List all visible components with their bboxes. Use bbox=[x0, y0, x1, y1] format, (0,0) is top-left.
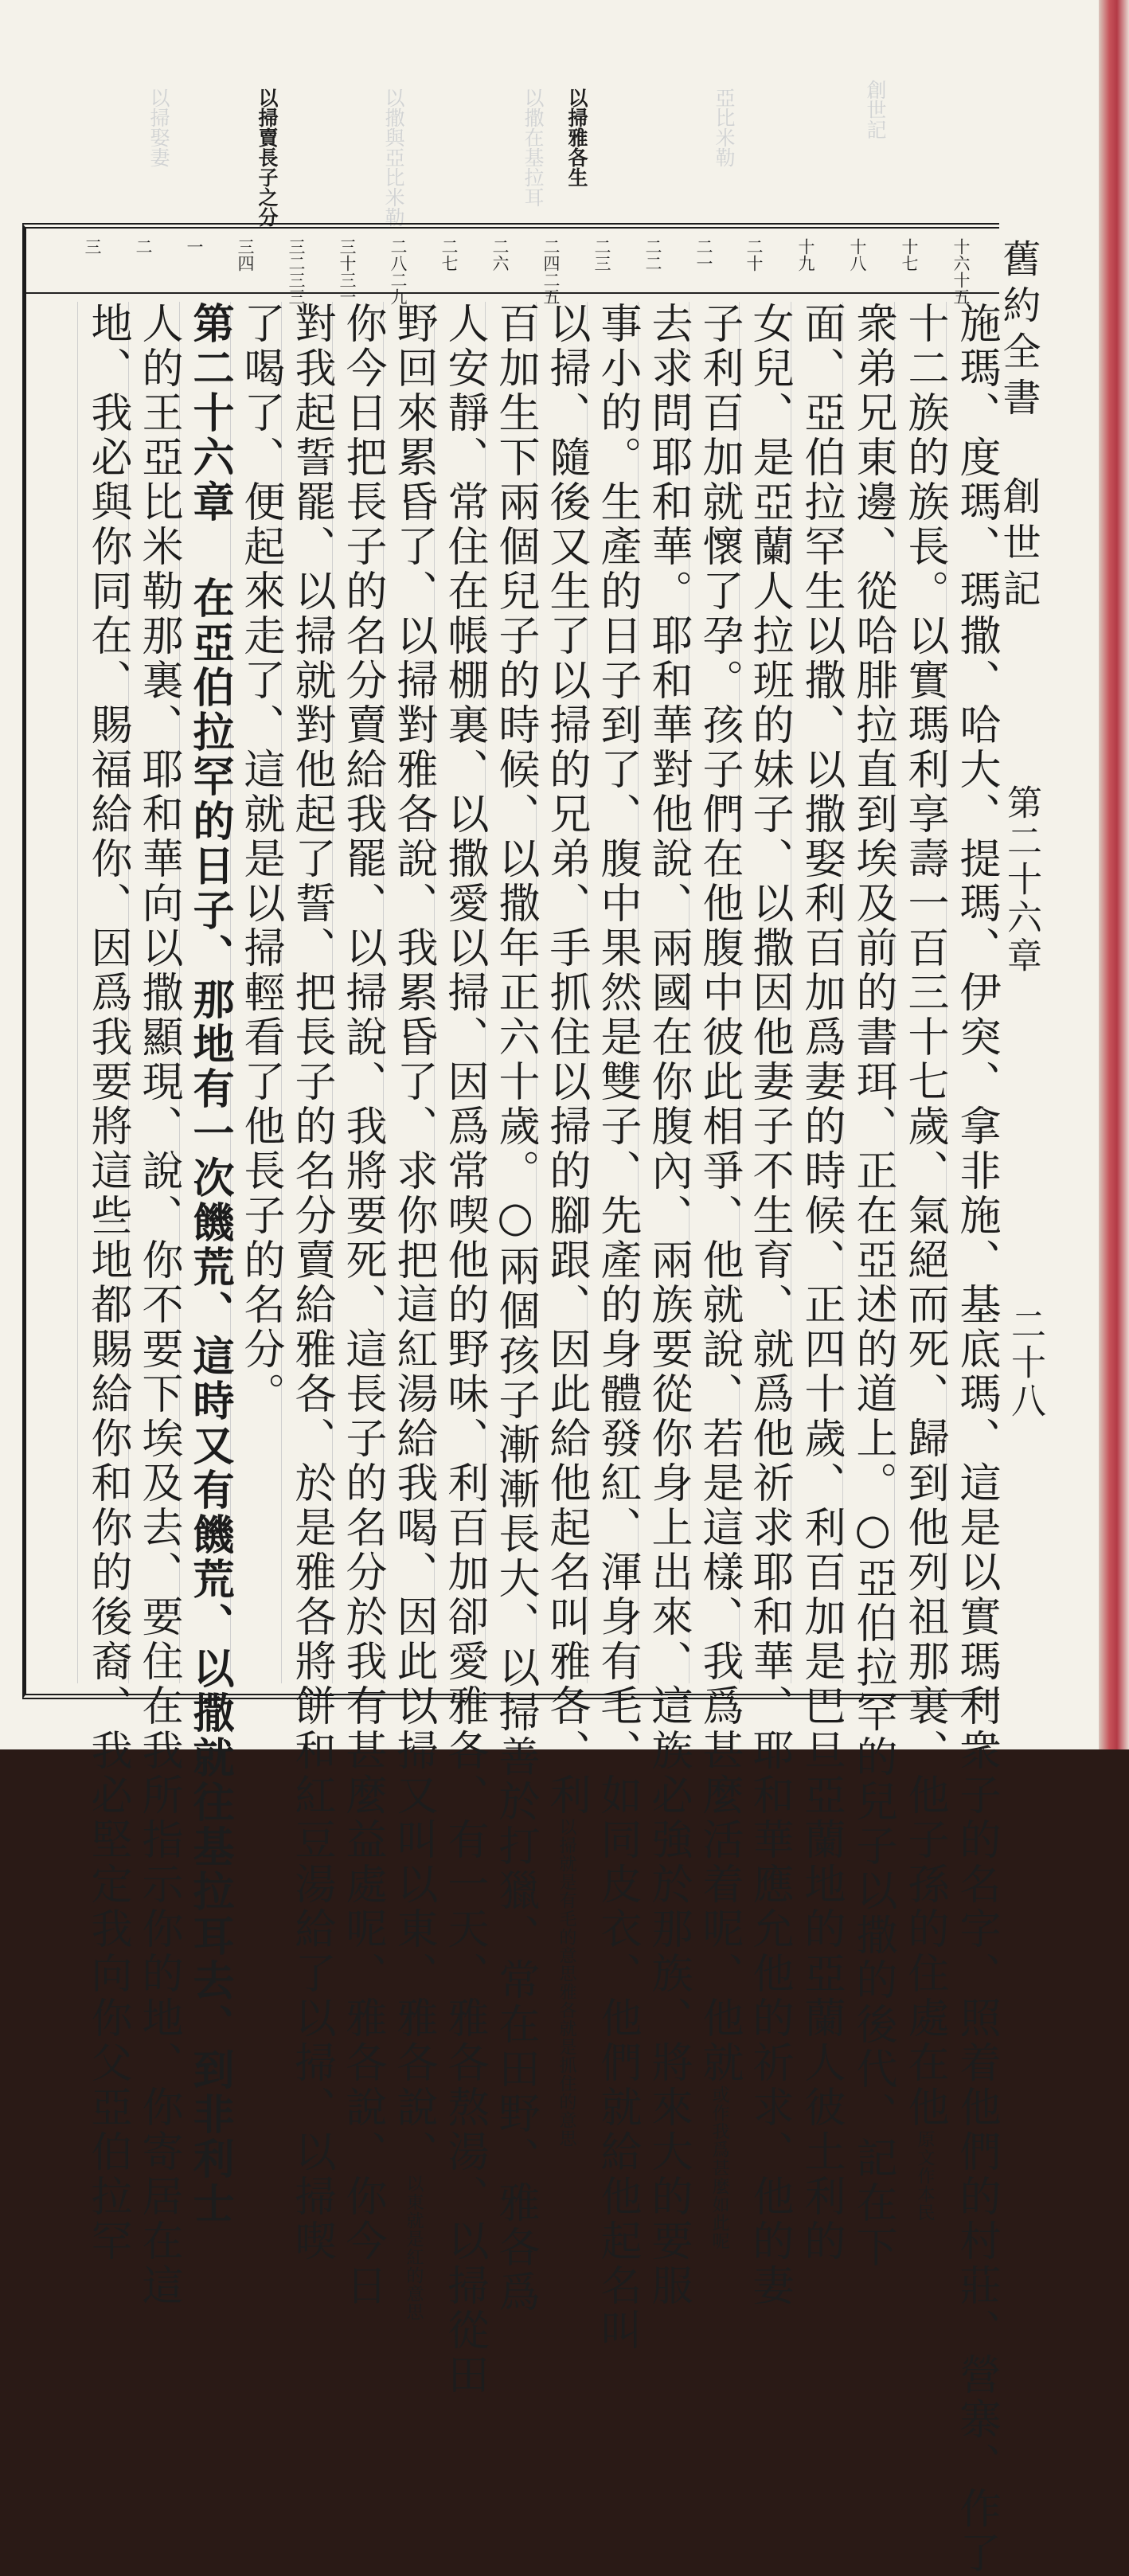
column-text: 事小的。生產的日子到了、腹中果然是雙子、先產的身體發紅、渾身有毛、如同皮衣、他們就給他起名叫 bbox=[593, 302, 641, 2353]
column-text: 以掃、隨後又生了以掃的兄弟、手抓住以掃的腳跟、因此給他起名叫雅各、利 bbox=[542, 302, 590, 1818]
page-edge-red bbox=[1099, 0, 1129, 1749]
inline-note: 雅各就是抓住的意思 bbox=[557, 1983, 576, 2148]
inline-note: 以東就是紅的意思 bbox=[404, 2175, 424, 2321]
text-column bbox=[128, 302, 188, 2308]
page-number: 二十八 bbox=[1005, 1306, 1045, 1421]
verse-label: 一 bbox=[185, 238, 204, 255]
verse-label: 二三 bbox=[592, 238, 611, 272]
text-column bbox=[689, 302, 748, 2250]
column-text: 子利百加就懷了孕。孩子們在他腹中彼此相爭、他就說、若是這樣、我爲甚麼活着呢、他就 bbox=[695, 302, 743, 2085]
verse-label: 二二 bbox=[643, 238, 662, 272]
inline-note: 或作我爲甚麼如此呢 bbox=[709, 2085, 729, 2250]
column-text: 人的王亞比米勒那裏、耶和華向以撒顯現、說、你不要下埃及去、要住在我所指示你的地、你寄居在這 bbox=[135, 302, 182, 2308]
text-column bbox=[332, 302, 392, 2308]
column-text: 人安靜、常住在帳棚裏、以撒愛以掃、因爲常喫他的野味、利百加卻愛雅各、有一天、雅各熬湯、以掃從田 bbox=[440, 302, 488, 2398]
text-column bbox=[230, 302, 290, 1683]
bleed-through-text: 亞比米勒 bbox=[713, 88, 736, 167]
margin-note-birth-esau-jacob: 以掃雅各生 bbox=[565, 88, 588, 187]
text-column-chapter-start bbox=[179, 302, 239, 2226]
verse-label: 二十 bbox=[744, 238, 764, 272]
verse-label: 十九 bbox=[796, 238, 815, 272]
verse-label: 二 bbox=[134, 238, 153, 255]
text-frame bbox=[22, 223, 1000, 2576]
column-text: 施瑪、度瑪、瑪撒、哈大、提瑪、伊突、拿非施、基底瑪、這是以實瑪利衆子的名字、照着他們的村莊、營寨、作了 bbox=[952, 302, 1000, 2576]
inline-note: 原文作本民 bbox=[915, 2130, 935, 2222]
column-text: 女兒、是亞蘭人拉班的妹子、以撒因他妻子不生育、就爲他祈求耶和華、耶和華應允他的祈求、他的妻 bbox=[745, 302, 793, 2308]
verse-label: 二一 bbox=[694, 238, 713, 272]
text-column bbox=[587, 302, 647, 2353]
verse-label: 三二三三 bbox=[287, 238, 306, 305]
text-column bbox=[536, 302, 596, 2148]
bleed-through-text: 以撒在基拉耳 bbox=[522, 88, 545, 207]
text-column bbox=[638, 302, 697, 2308]
verse-label: 二七 bbox=[439, 238, 459, 272]
column-text: 去求問耶和華。耶和華對他說、兩國在你腹內、兩族要從你身上出來、這族必強於那族、將來大的要服 bbox=[644, 302, 692, 2308]
margin-note-sell-birthright: 以掃賣長子之分 bbox=[256, 88, 279, 227]
text-column bbox=[383, 302, 443, 2321]
verse-label: 三十三一 bbox=[338, 238, 357, 305]
verse-label: 三四 bbox=[236, 238, 255, 272]
verse-label: 二四二五 bbox=[541, 238, 561, 305]
verse-label: 三 bbox=[83, 238, 102, 255]
column-text: 對我起誓罷、以掃就對他起了誓、把長子的名分賣給雅各、於是雅各將餅和紅豆湯給了以掃、以掃喫 bbox=[287, 302, 335, 2264]
bleed-through-text: 創世記 bbox=[864, 80, 887, 139]
column-text: 百加生下兩個兒子的時候、以撒年正六十歲。○兩個孩子漸漸長大、以掃善於打獵、常在田野、雅各爲 bbox=[491, 302, 539, 2315]
running-header-book: 舊約全書 創世記 bbox=[996, 239, 1041, 615]
inline-note: 以掃就是有毛的意思 bbox=[557, 1818, 576, 1983]
verse-number-band bbox=[26, 229, 999, 305]
column-text: 衆弟兄東邊、從哈腓拉直到埃及前的書珥、正在亞述的道上。○亞伯拉罕的兒子以撒的後代、記在下 bbox=[849, 302, 897, 2270]
bleed-through-text: 以撒與亞比米勒 bbox=[382, 88, 405, 227]
column-text: 你今日把長子的名分賣給我罷、以掃說、我將要死、這長子的名分於我有甚麼益處呢、雅各說、你今日 bbox=[338, 302, 386, 2308]
text-column bbox=[434, 302, 494, 2398]
column-text: 地、我必與你同在、賜福給你、因爲我要將這些地都賜給你和你的後裔、我必堅定我向你父亞伯拉罕 bbox=[84, 302, 131, 2264]
bleed-through-text: 以掃娶妻 bbox=[147, 88, 170, 167]
text-column bbox=[791, 302, 850, 2264]
column-text: 第二十六章 在亞伯拉罕的日子、那地有一次饑荒、這時又有饑荒、以撒就往基拉耳去、到非利士 bbox=[186, 302, 234, 2226]
running-header-chapter: 第二十六章 bbox=[1001, 784, 1041, 975]
verse-label: 十八 bbox=[848, 238, 867, 272]
column-text: 十二族的族長。以實瑪利享壽一百三十七歲、氣絕而死、歸到他列祖那裏、他子孫的住處在他 bbox=[900, 302, 948, 2130]
column-text: 野回來累昏了、以掃對雅各說、我累昏了、求你把這紅湯給我喝、因此以掃又叫以東、雅各說、 bbox=[389, 302, 437, 2175]
text-column bbox=[281, 302, 341, 2264]
verse-label: 二六 bbox=[490, 238, 510, 272]
text-column bbox=[485, 302, 545, 2315]
text-column bbox=[946, 302, 1006, 2576]
text-column bbox=[842, 302, 902, 2270]
column-text: 了喝了、便起來走了、這就是以掃輕看了他長子的名分。 bbox=[236, 302, 284, 1417]
verse-label: 十七 bbox=[900, 238, 919, 272]
verse-label: 十六十五 bbox=[951, 238, 971, 305]
text-column bbox=[77, 302, 137, 2264]
column-text: 面、亞伯拉罕生以撒、以撒娶利百加爲妻的時候、正四十歲、利百加是巴旦亞蘭地的亞蘭人彼土利的 bbox=[797, 302, 845, 2264]
text-column bbox=[894, 302, 954, 2222]
verse-label: 二八二九 bbox=[389, 238, 408, 305]
